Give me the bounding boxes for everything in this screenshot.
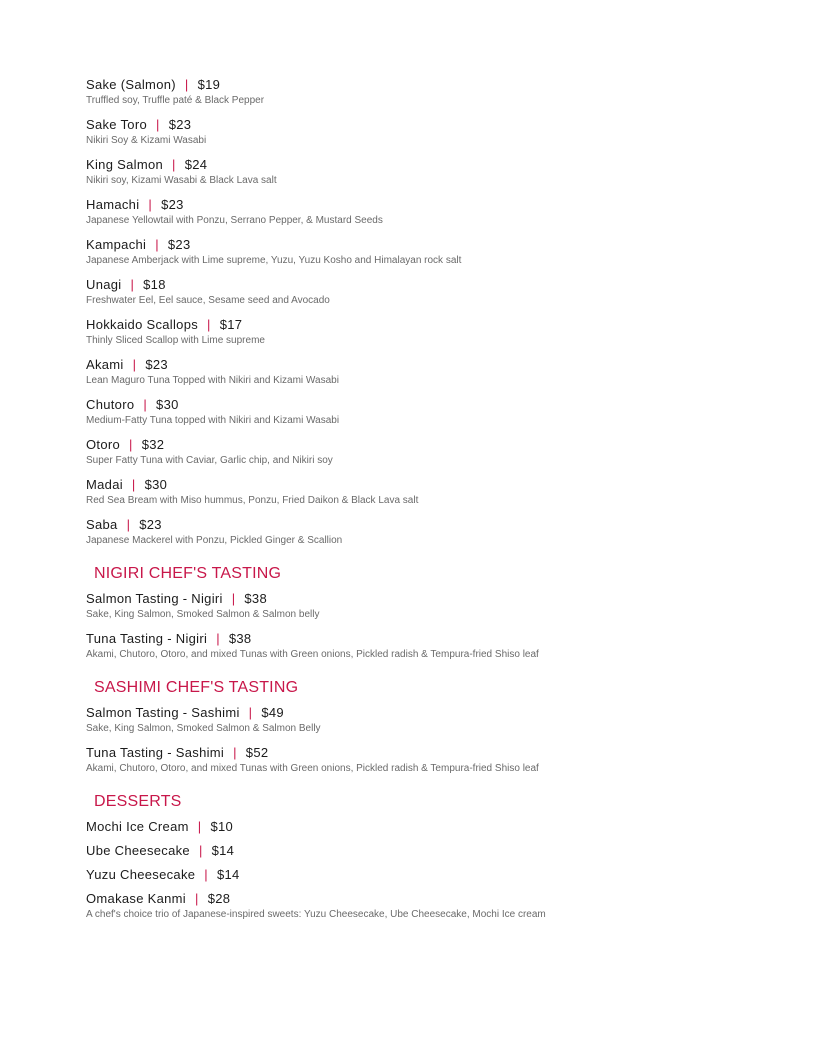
menu-item-name: Ube Cheesecake bbox=[86, 843, 190, 858]
menu-item-description: Sake, King Salmon, Smoked Salmon & Salmon Belly bbox=[86, 723, 321, 734]
menu-item-name: Salmon Tasting - Sashimi bbox=[86, 705, 240, 720]
price-separator: | bbox=[231, 591, 236, 606]
menu-page bbox=[86, 76, 786, 930]
menu-item-name: Salmon Tasting - Nigiri bbox=[86, 591, 223, 606]
menu-item-line bbox=[86, 436, 786, 454]
menu-item bbox=[86, 436, 786, 468]
menu-item-line bbox=[86, 396, 786, 414]
menu-item-line bbox=[86, 356, 786, 374]
price-separator: | bbox=[204, 867, 208, 882]
menu-item-line bbox=[86, 316, 786, 334]
menu-item bbox=[86, 476, 786, 508]
menu-item bbox=[86, 842, 786, 860]
menu-item-description: A chef's choice trio of Japanese-inspired sweets: Yuzu Cheesecake, Ube Cheesecake, Mochi Ice cream bbox=[86, 909, 546, 920]
menu-item-price: $24 bbox=[184, 157, 208, 172]
price-separator: | bbox=[184, 77, 189, 92]
menu-item-description: Freshwater Eel, Eel sauce, Sesame seed and Avocado bbox=[86, 295, 330, 306]
menu-item bbox=[86, 116, 786, 148]
section-title: SASHIMI CHEF'S TASTING bbox=[94, 679, 299, 696]
menu-item-line bbox=[86, 276, 786, 294]
menu-item bbox=[86, 890, 786, 922]
menu-item-name: Kampachi bbox=[86, 237, 147, 252]
menu-item-price: $23 bbox=[161, 197, 184, 212]
menu-item-line bbox=[86, 476, 786, 494]
menu-item-line bbox=[86, 116, 786, 134]
menu-item-name: Hamachi bbox=[86, 197, 140, 212]
price-separator: | bbox=[172, 157, 176, 172]
menu-item-name: Tuna Tasting - Nigiri bbox=[86, 631, 208, 646]
menu-item-description: Nikiri soy, Kizami Wasabi & Black Lava salt bbox=[86, 175, 277, 186]
section-title: NIGIRI CHEF'S TASTING bbox=[94, 565, 282, 582]
menu-item bbox=[86, 818, 786, 836]
menu-item-price: $52 bbox=[245, 745, 269, 760]
menu-item-price: $23 bbox=[167, 237, 191, 252]
menu-item-price: $10 bbox=[210, 819, 234, 834]
menu-item-line bbox=[86, 196, 786, 214]
menu-item-price: $14 bbox=[211, 843, 235, 858]
price-separator: | bbox=[143, 397, 148, 412]
price-separator: | bbox=[195, 891, 199, 906]
menu-item-price: $18 bbox=[143, 277, 166, 292]
menu-item-price: $14 bbox=[216, 867, 240, 882]
menu-item-name: Omakase Kanmi bbox=[86, 891, 186, 906]
menu-item-line bbox=[86, 236, 786, 254]
menu-item-description: Lean Maguro Tuna Topped with Nikiri and Kizami Wasabi bbox=[86, 375, 339, 386]
menu-item bbox=[86, 356, 786, 388]
menu-item bbox=[86, 76, 786, 108]
price-separator: | bbox=[248, 705, 253, 720]
menu-item-line bbox=[86, 76, 786, 94]
menu-item bbox=[86, 590, 786, 622]
menu-item-price: $17 bbox=[219, 317, 243, 332]
price-separator: | bbox=[216, 631, 220, 646]
price-separator: | bbox=[207, 317, 211, 332]
menu-item bbox=[86, 196, 786, 228]
menu-item-line bbox=[86, 842, 786, 860]
price-separator: | bbox=[130, 277, 135, 292]
menu-item-description: Japanese Yellowtail with Ponzu, Serrano Pepper, & Mustard Seeds bbox=[86, 215, 383, 226]
menu-item-price: $23 bbox=[145, 357, 168, 372]
menu-item-name: Tuna Tasting - Sashimi bbox=[86, 745, 225, 760]
menu-item-description: Japanese Amberjack with Lime supreme, Yuzu, Yuzu Kosho and Himalayan rock salt bbox=[86, 255, 462, 266]
menu-item bbox=[86, 396, 786, 428]
menu-item-name: Yuzu Cheesecake bbox=[86, 867, 196, 882]
menu-item-line bbox=[86, 866, 786, 884]
menu-item-description: Sake, King Salmon, Smoked Salmon & Salmon belly bbox=[86, 609, 320, 620]
menu-item-name: King Salmon bbox=[86, 157, 164, 172]
price-separator: | bbox=[131, 477, 136, 492]
menu-item-price: $30 bbox=[156, 397, 179, 412]
menu-item-price: $38 bbox=[244, 591, 267, 606]
menu-item-line bbox=[86, 156, 786, 174]
menu-item-line bbox=[86, 516, 786, 534]
menu-item bbox=[86, 236, 786, 268]
menu-item-price: $32 bbox=[141, 437, 165, 452]
menu-item-description: Nikiri Soy & Kizami Wasabi bbox=[86, 135, 207, 146]
menu-item-description: Red Sea Bream with Miso hummus, Ponzu, Fried Daikon & Black Lava salt bbox=[86, 495, 419, 506]
menu-item bbox=[86, 704, 786, 736]
menu-item-name: Mochi Ice Cream bbox=[86, 819, 189, 834]
menu-item-price: $23 bbox=[168, 117, 192, 132]
menu-item-description: Thinly Sliced Scallop with Lime supreme bbox=[86, 335, 265, 346]
menu-item-price: $19 bbox=[197, 77, 221, 92]
menu-item-name: Sake (Salmon) bbox=[86, 77, 176, 92]
menu-item-name: Madai bbox=[86, 477, 123, 492]
menu-item-line bbox=[86, 744, 786, 762]
menu-item-price: $23 bbox=[139, 517, 162, 532]
menu-item-name: Chutoro bbox=[86, 397, 135, 412]
menu-item-price: $28 bbox=[207, 891, 231, 906]
section-title: DESSERTS bbox=[94, 793, 182, 810]
price-separator: | bbox=[126, 517, 131, 532]
menu-item-name: Unagi bbox=[86, 277, 122, 292]
menu-item bbox=[86, 630, 786, 662]
price-separator: | bbox=[132, 357, 137, 372]
menu-item bbox=[86, 866, 786, 884]
menu-item bbox=[86, 156, 786, 188]
menu-item bbox=[86, 316, 786, 348]
menu-item bbox=[86, 276, 786, 308]
menu-item-description: Super Fatty Tuna with Caviar, Garlic chip, and Nikiri soy bbox=[86, 455, 333, 466]
menu-item-price: $49 bbox=[261, 705, 284, 720]
menu-item bbox=[86, 516, 786, 548]
menu-item bbox=[86, 744, 786, 776]
menu-item-name: Sake Toro bbox=[86, 117, 147, 132]
menu-item-line bbox=[86, 630, 786, 648]
price-separator: | bbox=[233, 745, 237, 760]
menu-item-description: Akami, Chutoro, Otoro, and mixed Tunas with Green onions, Pickled radish & Tempura-fried Shiso leaf bbox=[86, 649, 539, 660]
menu-item-description: Japanese Mackerel with Ponzu, Pickled Ginger & Scallion bbox=[86, 535, 343, 546]
menu-item-description: Medium-Fatty Tuna topped with Nikiri and Kizami Wasabi bbox=[86, 415, 340, 426]
price-separator: | bbox=[148, 197, 153, 212]
menu-item-name: Otoro bbox=[86, 437, 121, 452]
price-separator: | bbox=[129, 437, 133, 452]
price-separator: | bbox=[156, 117, 160, 132]
menu-item-name: Akami bbox=[86, 357, 124, 372]
menu-item-price: $38 bbox=[228, 631, 252, 646]
menu-item-name: Hokkaido Scallops bbox=[86, 317, 199, 332]
menu-item-line bbox=[86, 704, 786, 722]
price-separator: | bbox=[155, 237, 159, 252]
menu-item-price: $30 bbox=[144, 477, 168, 492]
price-separator: | bbox=[198, 843, 203, 858]
menu-item-description: Truffled soy, Truffle paté & Black Pepper bbox=[86, 95, 265, 106]
price-separator: | bbox=[197, 819, 202, 834]
menu-item-line bbox=[86, 590, 786, 608]
menu-item-description: Akami, Chutoro, Otoro, and mixed Tunas with Green onions, Pickled radish & Tempura-fried Shiso leaf bbox=[86, 763, 539, 774]
menu-item-name: Saba bbox=[86, 517, 118, 532]
menu-item-line bbox=[86, 818, 786, 836]
menu-item-line bbox=[86, 890, 786, 908]
